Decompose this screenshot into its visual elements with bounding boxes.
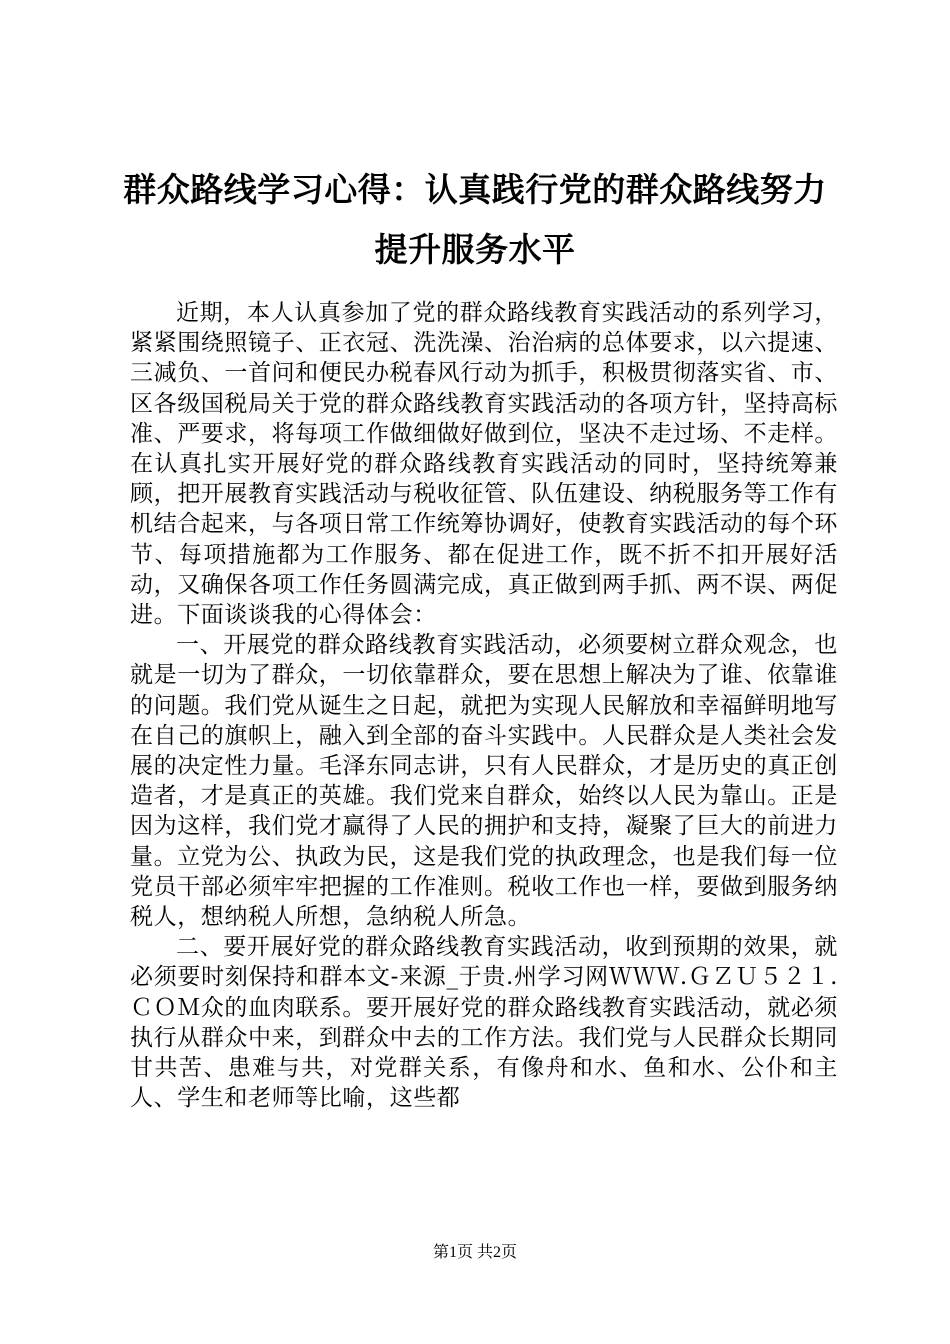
paragraph-intro: 近期，本人认真参加了党的群众路线教育实践活动的系列学习，紧紧围绕照镜子、正衣冠、洗洗澡、治治病的总体要求，以六提速、三减负、一首问和便民办税春风行动为抓手，积极贯彻落实省、市、区各级国税局关于党的群众路线教育实践活动的各项方针，坚持高标准、严要求，将每项工作做细做好做到位，坚决不走过场、不走样。在认真扎实开展好党的群众路线教育实践活动的同时，坚持统筹兼顾，把开展教育实践活动与税收征管、队伍建设、纳税服务等工作有机结合起来，与各项日常工作统筹协调好，使教育实践活动的每个环节、每项措施都为工作服务、都在促进工作，既不折不扣开展好活动，又确保各项工作任务圆满完成，真正做到两手抓、两不误、两促进。下面谈谈我的心得体会： — [130, 300, 838, 629]
paragraph-point-two: 二、要开展好党的群众路线教育实践活动，收到预期的效果，就必须要时刻保持和群本文-来源_于贵.州学习网ＷＷＷ.ＧＺＵ５２１.ＣＯＭ众的血肉联系。要开展好党的群众路线教育实践活动，就必须执行从群众中来，到群众中去的工作方法。我们党与人民群众长期同甘共苦、患难与共，对党群关系，有像舟和水、鱼和水、公仆和主人、学生和老师等比喻，这些都 — [130, 934, 838, 1112]
paragraph-point-one: 一、开展党的群众路线教育实践活动，必须要树立群众观念，也就是一切为了群众，一切依靠群众，要在思想上解决为了谁、依靠谁的问题。我们党从诞生之日起，就把为实现人民解放和幸福鲜明地写在自己的旗帜上，融入到全部的奋斗实践中。人民群众是人类社会发展的决定性力量。毛泽东同志讲，只有人民群众，才是历史的真正创造者，才是真正的英雄。我们党来自群众，始终以人民为靠山。正是因为这样，我们党才赢得了人民的拥护和支持，凝聚了巨大的前进力量。立党为公、执政为民，这是我们党的执政理念，也是我们每一位党员干部必须牢牢把握的工作准则。税收工作也一样，要做到服务纳税人，想纳税人所想，急纳税人所急。 — [130, 632, 838, 931]
document-body — [130, 298, 838, 1113]
document-title: 群众路线学习心得：认真践行党的群众路线努力提升服务水平 — [123, 170, 827, 269]
page-number-footer: 第1页 共2页 — [432, 1244, 517, 1261]
